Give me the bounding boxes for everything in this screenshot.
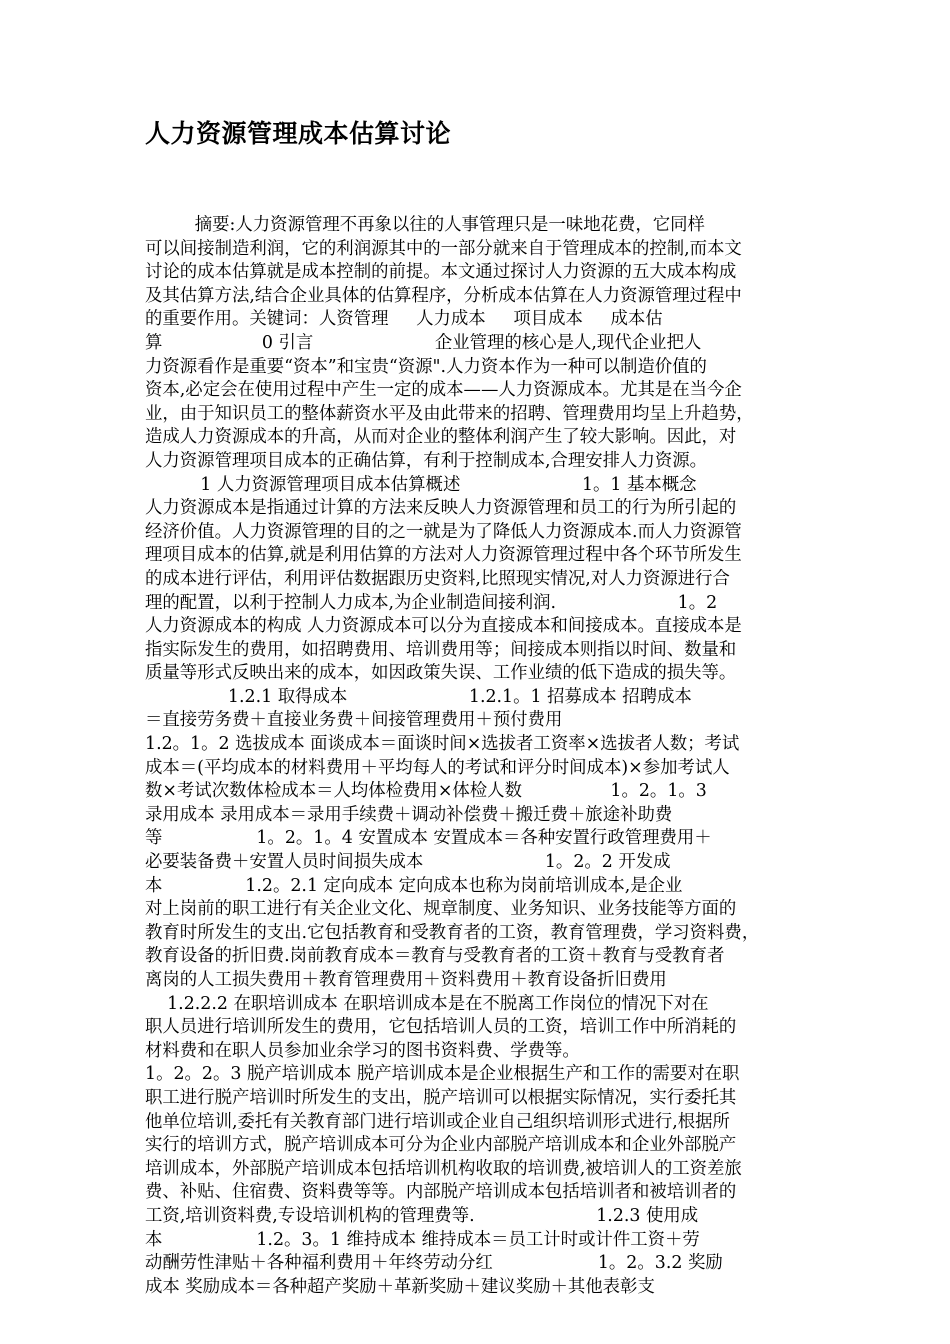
body-text-line: 职工进行脱产培训时所发生的支出，脱产培训可以根据实际情况，实行委托其 (145, 1087, 737, 1108)
body-text-line: 讨论的成本估算就是成本控制的前提。本文通过探讨人力资源的五大成本构成 (145, 262, 737, 283)
body-text-line: 理项目成本的估算,就是利用估算的方法对人力资源管理过程中各个环节所发生 (145, 545, 742, 566)
body-text-line: 必要装备费＋安置人员时间损失成本 1。2。2 开发成 (145, 852, 671, 873)
body-text-line: 教育设备的折旧费.岗前教育成本＝教育与受教育者的工资＋教育与受教育者 (145, 946, 725, 967)
body-text-line: 可以间接制造利润，它的利润源其中的一部分就来自于管理成本的控制,而本文 (145, 238, 742, 259)
body-text-line: 力资源看作是重要“资本”和宝贵“资源".人力资本作为一种可以制造价值的 (145, 356, 707, 377)
body-text-line: 他单位培训,委托有关教育部门进行培训或企业自己组织培训形式进行,根据所 (145, 1111, 730, 1132)
body-text-line: 及其估算方法,结合企业具体的估算程序，分析成本估算在人力资源管理过程中 (145, 285, 742, 306)
body-text-line: 的重要作用。关键词：人资管理 人力成本 项目成本 成本估 (145, 309, 663, 330)
body-text-line: 录用成本 录用成本＝录用手续费＋调动补偿费＋搬迁费＋旅途补助费 (145, 804, 673, 825)
body-text-line: 本 1.2。2.1 定向成本 定向成本也称为岗前培训成本,是企业 (145, 875, 683, 896)
body-text-line: 工资,培训资料费,专设培训机构的管理费等. 1.2.3 使用成 (145, 1205, 699, 1226)
body-text-line: 1 人力资源管理项目成本估算概述 1。1 基本概念 (145, 474, 697, 495)
body-text-line: 动酬劳性津贴＋各种福利费用＋年终劳动分红 1。2。3.2 奖励 (145, 1253, 723, 1274)
body-text-line: 1。2。2。3 脱产培训成本 脱产培训成本是企业根据生产和工作的需要对在职 (145, 1064, 740, 1085)
body-text-line: 费、补贴、住宿费、资料费等等。内部脱产培训成本包括培训者和被培训者的 (145, 1182, 737, 1203)
document-title: 人力资源管理成本估算讨论 (145, 119, 452, 148)
body-text-line: 数×考试次数体检成本＝人均体检费用×体检人数 1。2。1。3 (145, 781, 707, 802)
body-text-line: 1.2.1 取得成本 1.2.1。1 招募成本 招聘成本 (145, 686, 692, 707)
body-text-line: 人力资源管理项目成本的正确估算，有利于控制成本,合理安排人力资源。 (145, 450, 708, 471)
body-text-line: 材料费和在职人员参加业余学习的图书资料费、学费等。 (145, 1040, 580, 1061)
body-text-line: 离岗的人工损失费用＋教育管理费用＋资料费用＋教育设备折旧费用 (145, 970, 667, 990)
body-text-line: 造成人力资源成本的升高，从而对企业的整体利润产生了较大影响。因此，对 (145, 427, 737, 448)
body-text-line: 业，由于知识员工的整体薪资水平及由此带来的招聘、管理费用均呈上升趋势， (145, 403, 754, 424)
body-text-line: 人力资源成本是指通过计算的方法来反映人力资源管理和员工的行为所引起的 (145, 498, 737, 519)
body-text-line: 1.2.2.2 在职培训成本 在职培训成本是在不脱离工作岗位的情况下对在 (145, 993, 709, 1014)
body-text-line: 本 1.2。3。1 维持成本 维持成本＝员工计时或计件工资＋劳 (145, 1229, 700, 1250)
body-text-line: 经济价值。人力资源管理的目的之一就是为了降低人力资源成本.而人力资源管 (145, 521, 742, 542)
body-text-line: 人力资源成本的构成 人力资源成本可以分为直接成本和间接成本。直接成本是 (145, 616, 742, 637)
body-text-line: 成本 奖励成本＝各种超产奖励＋革新奖励＋建议奖励＋其他表彰支 (145, 1276, 655, 1297)
body-text-line: 指实际发生的费用，如招聘费用、培训费用等；间接成本则指以时间、数量和 (145, 639, 737, 660)
body-text-line: 成本＝(平均成本的材料费用＋平均每人的考试和评分时间成本)×参加考试人 (145, 757, 730, 778)
document-body (145, 214, 815, 1299)
body-text-line: 算 0 引言 企业管理的核心是人,现代企业把人 (145, 332, 702, 353)
body-text-line: 1.2。1。2 选拔成本 面谈成本＝面谈时间×选拔者工资率×选拔者人数；考试 (145, 734, 740, 755)
body-text-line: 培训成本，外部脱产培训成本包括培训机构收取的培训费,被培训人的工资差旅 (145, 1158, 742, 1179)
body-text-line: 资本,必定会在使用过程中产生一定的成本——人力资源成本。尤其是在当今企 (145, 380, 742, 401)
body-text-line: 质量等形式反映出来的成本，如因政策失误、工作业绩的低下造成的损失等。 (145, 663, 737, 684)
body-text-line: ＝直接劳务费＋直接业务费＋间接管理费用＋预付费用 (145, 710, 563, 731)
body-text-line: 的成本进行评估，利用评估数据跟历史资料,比照现实情况,对人力资源进行合 (145, 568, 730, 589)
body-text-line: 实行的培训方式，脱产培训成本可分为企业内部脱产培训成本和企业外部脱产 (145, 1135, 737, 1156)
body-text-line: 理的配置，以利于控制人力成本,为企业制造间接利润. 1。2 (145, 592, 718, 613)
body-text-line: 对上岗前的职工进行有关企业文化、规章制度、业务知识、业务技能等方面的 (145, 899, 737, 920)
body-text-line: 教育时所发生的支出.它包括教育和受教育者的工资，教育管理费，学习资料费， (145, 922, 760, 943)
body-text-line: 等 1。2。1。4 安置成本 安置成本＝各种安置行政管理费用＋ (145, 828, 712, 849)
body-text-line: 职人员进行培训所发生的费用，它包括培训人员的工资，培训工作中所消耗的 (145, 1017, 737, 1038)
body-text-line: 摘要:人力资源管理不再象以往的人事管理只是一味地花费，它同样 (145, 215, 705, 235)
